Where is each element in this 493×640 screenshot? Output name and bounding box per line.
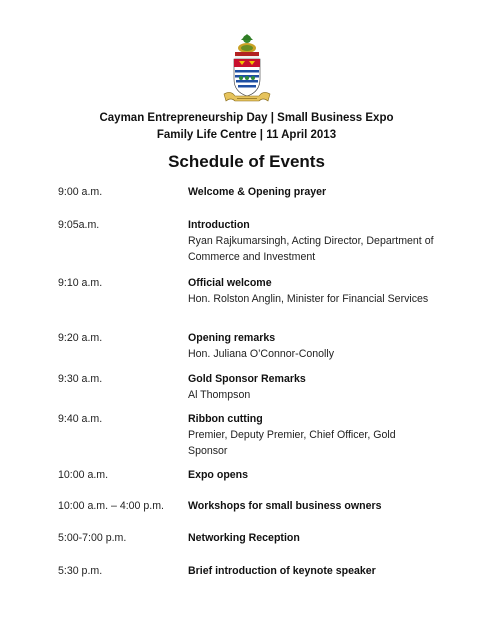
event-time: 9:00 a.m.: [58, 186, 103, 198]
event-time: 10:00 a.m. – 4:00 p.m.: [58, 500, 164, 512]
event-detail: Al Thompson: [188, 389, 251, 401]
event-time: 9:05a.m.: [58, 219, 100, 231]
event-title: Expo opens: [188, 469, 249, 481]
event-detail: Ryan Rajkumarsingh, Acting Director, Department of Commerce and Investment: [188, 235, 434, 263]
event-detail: Hon. Juliana O’Connor-Conolly: [188, 348, 335, 360]
cayman-coat-of-arms-logo: [221, 34, 273, 104]
event-title: Brief introduction of keynote speaker: [188, 565, 376, 577]
event-header-line-2: Family Life Centre | 11 April 2013: [156, 129, 337, 141]
event-title: Welcome & Opening prayer: [188, 186, 327, 198]
event-time: 5:30 p.m.: [58, 565, 103, 577]
event-header-line-1: Cayman Entrepreneurship Day | Small Business Expo: [99, 112, 394, 124]
event-title: Workshops for small business owners: [188, 500, 382, 512]
event-title: Gold Sponsor Remarks: [188, 373, 306, 385]
event-title: Official welcome: [188, 277, 272, 289]
event-title: Opening remarks: [188, 332, 276, 344]
event-detail: Premier, Deputy Premier, Chief Officer, Gold Sponsor: [188, 429, 396, 457]
event-time: 9:40 a.m.: [58, 413, 103, 425]
event-detail: Hon. Rolston Anglin, Minister for Financial Services: [188, 293, 429, 305]
event-time: 9:30 a.m.: [58, 373, 103, 385]
event-time: 9:20 a.m.: [58, 332, 103, 344]
event-title: Introduction: [188, 219, 250, 231]
event-title: Ribbon cutting: [188, 413, 263, 425]
schedule-title: Schedule of Events: [168, 152, 325, 171]
event-time: 10:00 a.m.: [58, 469, 109, 481]
event-time: 5:00-7:00 p.m.: [58, 532, 127, 544]
event-title: Networking Reception: [188, 532, 300, 544]
event-time: 9:10 a.m.: [58, 277, 103, 289]
